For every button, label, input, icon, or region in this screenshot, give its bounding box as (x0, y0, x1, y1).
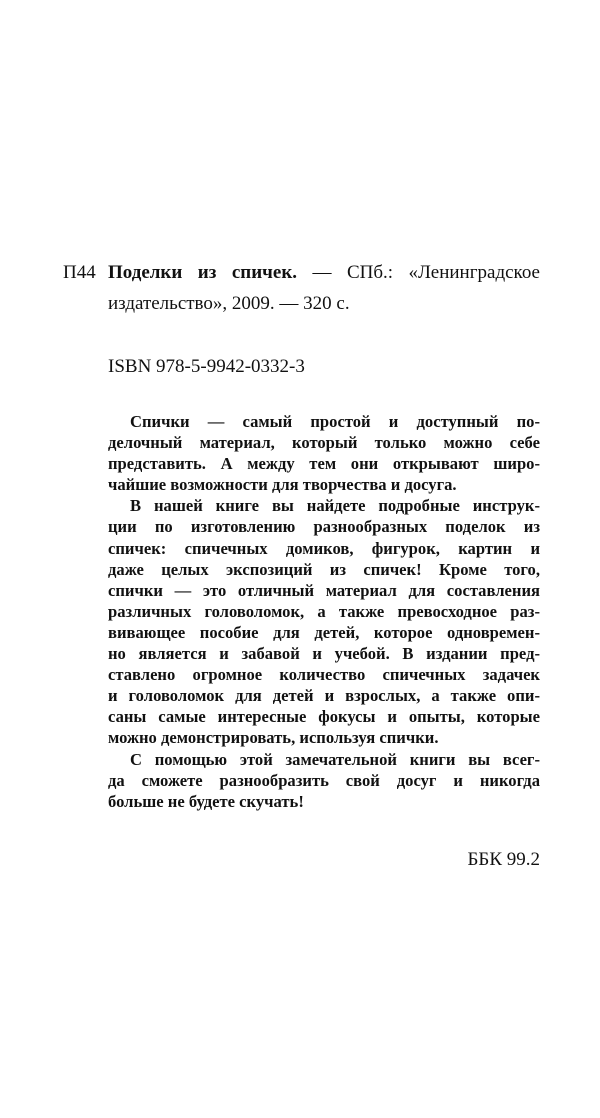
annotation-line: В нашей книге вы найдете подробные инструк- (130, 496, 540, 516)
annotation-line: можно демонстрировать, используя спички. (108, 728, 439, 748)
annotation-line: делочный материал, который только можно себе (108, 433, 540, 453)
annotation-line: саны самые интересные фокусы и опыты, которые (108, 707, 540, 727)
catalog-code: П44 (63, 262, 96, 283)
annotation-line: представить. А между тем они открывают широ- (108, 454, 540, 474)
annotation-line: спички — это отличный материал для составления (108, 580, 540, 600)
annotation-line: вивающее пособие для детей, которое одновремен- (108, 622, 540, 642)
annotation-line: даже целых экспозиций из спичек! Кроме того, (108, 559, 540, 579)
annotation-line: и головоломок для детей и взрослых, а также опи- (108, 686, 540, 706)
citation-line-2: издательство», 2009. — 320 с. (108, 293, 350, 314)
annotation-line: ции по изготовлению разнообразных поделок из (108, 517, 540, 537)
annotation-line: да сможете разнообразить свой досуг и никогда (108, 770, 540, 790)
annotation-line: различных головоломок, а также превосходное раз- (108, 601, 540, 621)
citation-publisher: — СПб.: «Ленинградское (297, 262, 540, 283)
annotation-line: чайшие возможности для творчества и досуга. (108, 475, 457, 495)
annotation-line: С помощью этой замечательной книги вы всег- (130, 749, 540, 769)
annotation-line: Спички — самый простой и доступный по- (130, 412, 540, 431)
annotation-line: но является и забавой и учебой. В издании пред- (108, 644, 540, 664)
annotation-line: ставлено огромное количество спичечных задачек (108, 665, 540, 685)
annotation-line: спичек: спичечных домиков, фигурок, картин и (108, 538, 540, 558)
bbk-code: ББК 99.2 (467, 849, 540, 870)
isbn: ISBN 978-5-9942-0332-3 (108, 356, 305, 377)
citation-line-1 (108, 262, 540, 284)
annotation-line: больше не будете скучать! (108, 791, 304, 811)
book-title: Поделки из спичек. (108, 262, 298, 283)
annotation (108, 411, 540, 812)
